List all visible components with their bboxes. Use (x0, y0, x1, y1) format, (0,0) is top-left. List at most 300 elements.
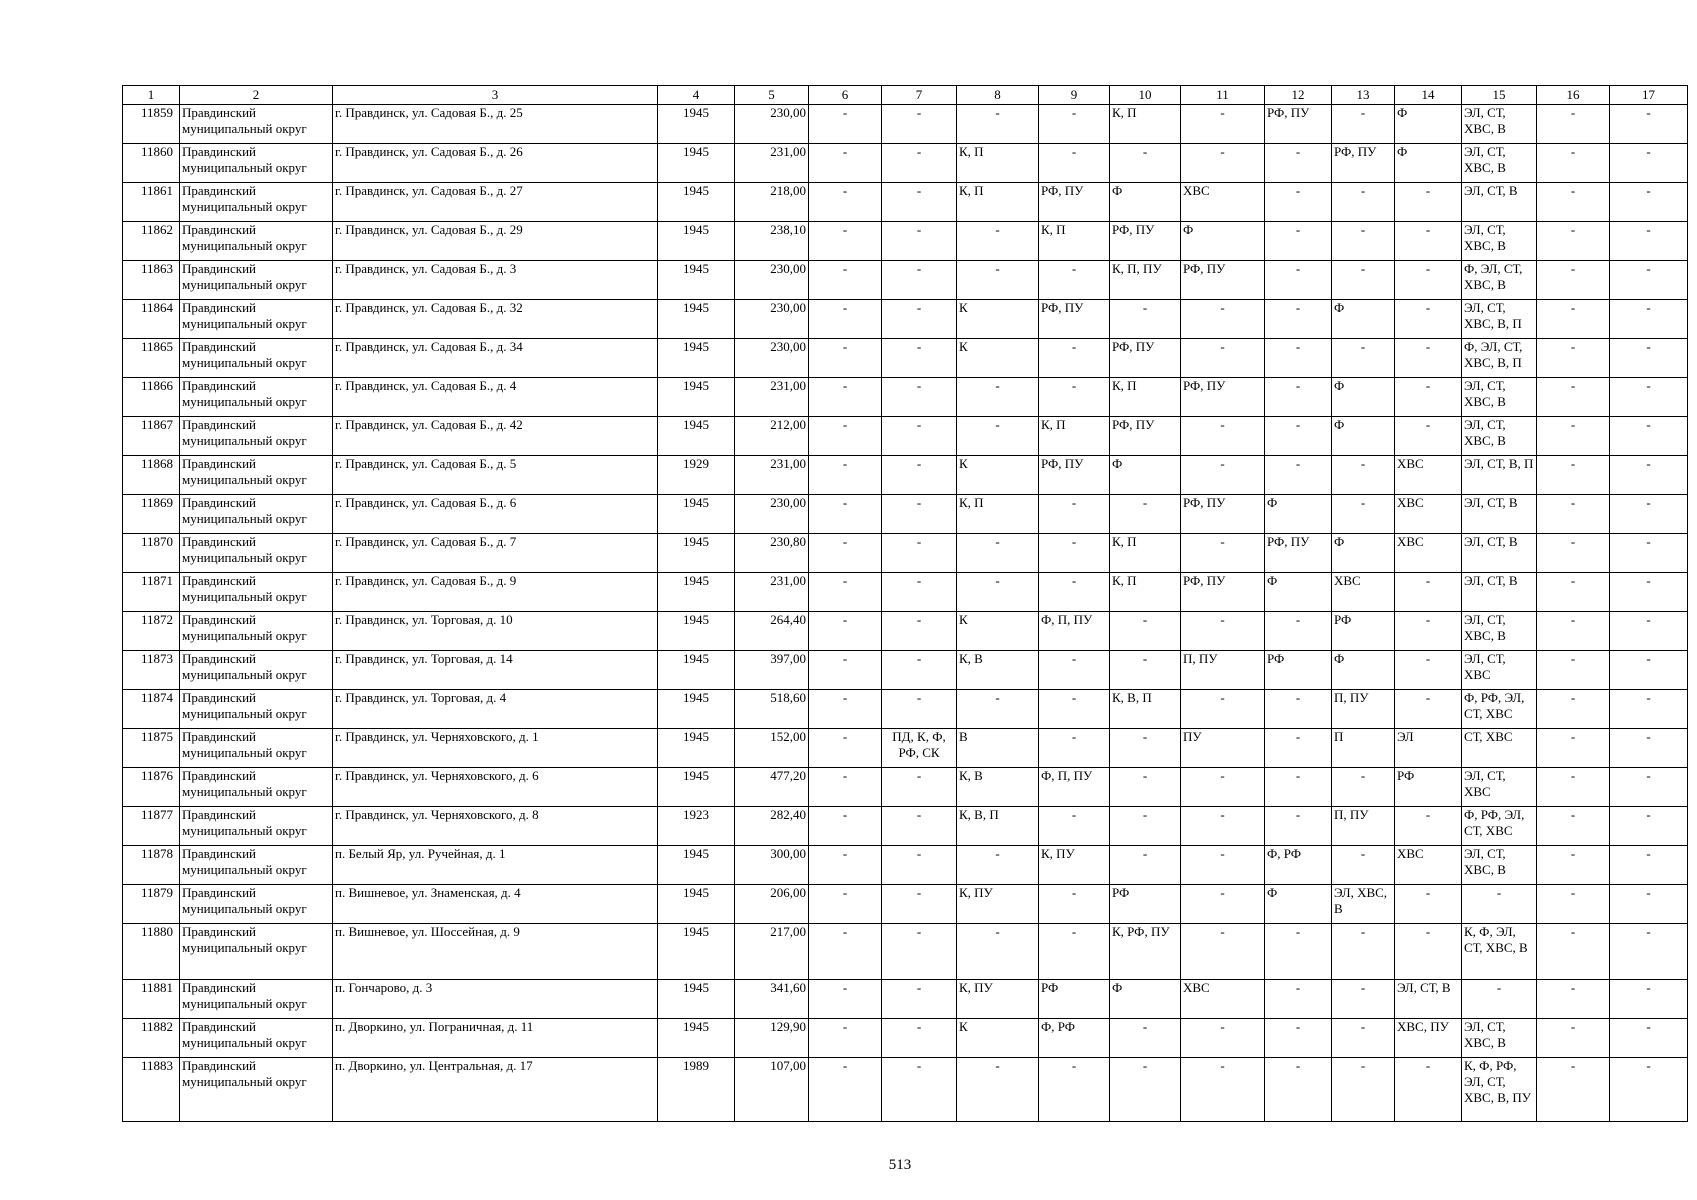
cell-col-16: - (1537, 495, 1610, 534)
cell-col-7: - (882, 651, 957, 690)
cell-col-4: 1945 (658, 612, 735, 651)
cell-col-3: п. Дворкино, ул. Центральная, д. 17 (333, 1058, 658, 1122)
cell-col-15: ЭЛ, СТ, ХВС, В (1462, 222, 1537, 261)
cell-col-15: ЭЛ, СТ, ХВС, В (1462, 105, 1537, 144)
cell-col-17: - (1610, 573, 1688, 612)
cell-col-9: - (1039, 339, 1110, 378)
cell-col-2: Правдинский муниципальный округ (180, 1058, 333, 1122)
cell-col-17: - (1610, 456, 1688, 495)
cell-col-7: - (882, 980, 957, 1019)
cell-col-6: - (809, 729, 882, 768)
cell-col-2: Правдинский муниципальный округ (180, 980, 333, 1019)
cell-col-13: - (1332, 846, 1395, 885)
cell-col-4: 1945 (658, 378, 735, 417)
cell-col-17: - (1610, 885, 1688, 924)
cell-col-10: - (1110, 612, 1181, 651)
cell-col-16: - (1537, 417, 1610, 456)
cell-col-3: п. Вишневое, ул. Шоссейная, д. 9 (333, 924, 658, 980)
cell-col-6: - (809, 612, 882, 651)
table-row (123, 807, 1688, 846)
cell-col-6: - (809, 495, 882, 534)
cell-col-2: Правдинский муниципальный округ (180, 924, 333, 980)
cell-col-7: - (882, 378, 957, 417)
cell-col-7: - (882, 768, 957, 807)
cell-col-1: 11863 (123, 261, 180, 300)
cell-col-9: - (1039, 924, 1110, 980)
table-row (123, 144, 1688, 183)
cell-col-1: 11880 (123, 924, 180, 980)
cell-col-12: - (1265, 1019, 1332, 1058)
cell-col-3: п. Дворкино, ул. Пограничная, д. 11 (333, 1019, 658, 1058)
cell-col-10: - (1110, 144, 1181, 183)
cell-col-12: - (1265, 980, 1332, 1019)
cell-col-7: - (882, 456, 957, 495)
cell-col-9: РФ, ПУ (1039, 300, 1110, 339)
cell-col-2: Правдинский муниципальный округ (180, 417, 333, 456)
cell-col-7: - (882, 885, 957, 924)
cell-col-9: РФ, ПУ (1039, 183, 1110, 222)
cell-col-2: Правдинский муниципальный округ (180, 339, 333, 378)
cell-col-1: 11861 (123, 183, 180, 222)
cell-col-1: 11860 (123, 144, 180, 183)
cell-col-1: 11871 (123, 573, 180, 612)
cell-col-5: 230,00 (735, 261, 809, 300)
column-header-14: 14 (1395, 86, 1462, 105)
cell-col-3: г. Правдинск, ул. Садовая Б., д. 25 (333, 105, 658, 144)
cell-col-13: - (1332, 105, 1395, 144)
cell-col-3: г. Правдинск, ул. Черняховского, д. 1 (333, 729, 658, 768)
cell-col-16: - (1537, 885, 1610, 924)
cell-col-9: К, П (1039, 417, 1110, 456)
cell-col-5: 238,10 (735, 222, 809, 261)
cell-col-14: - (1395, 807, 1462, 846)
cell-col-11: - (1181, 534, 1265, 573)
cell-col-16: - (1537, 980, 1610, 1019)
cell-col-2: Правдинский муниципальный округ (180, 378, 333, 417)
cell-col-3: г. Правдинск, ул. Торговая, д. 14 (333, 651, 658, 690)
cell-col-6: - (809, 1019, 882, 1058)
cell-col-9: - (1039, 573, 1110, 612)
cell-col-2: Правдинский муниципальный округ (180, 651, 333, 690)
cell-col-13: - (1332, 261, 1395, 300)
cell-col-2: Правдинский муниципальный округ (180, 807, 333, 846)
cell-col-2: Правдинский муниципальный округ (180, 846, 333, 885)
cell-col-2: Правдинский муниципальный округ (180, 144, 333, 183)
cell-col-4: 1929 (658, 456, 735, 495)
cell-col-4: 1945 (658, 534, 735, 573)
cell-col-6: - (809, 222, 882, 261)
cell-col-6: - (809, 105, 882, 144)
cell-col-4: 1945 (658, 183, 735, 222)
cell-col-17: - (1610, 261, 1688, 300)
cell-col-2: Правдинский муниципальный округ (180, 495, 333, 534)
cell-col-15: ЭЛ, СТ, В (1462, 183, 1537, 222)
cell-col-8: - (957, 378, 1039, 417)
cell-col-6: - (809, 144, 882, 183)
cell-col-17: - (1610, 768, 1688, 807)
cell-col-7: - (882, 846, 957, 885)
cell-col-14: ХВС (1395, 495, 1462, 534)
cell-col-6: - (809, 885, 882, 924)
cell-col-12: - (1265, 417, 1332, 456)
cell-col-5: 230,00 (735, 339, 809, 378)
cell-col-15: ЭЛ, СТ, ХВС (1462, 651, 1537, 690)
cell-col-15: ЭЛ, СТ, В (1462, 534, 1537, 573)
cell-col-15: ЭЛ, СТ, ХВС (1462, 768, 1537, 807)
cell-col-9: - (1039, 690, 1110, 729)
cell-col-11: - (1181, 924, 1265, 980)
cell-col-12: - (1265, 300, 1332, 339)
cell-col-7: - (882, 1019, 957, 1058)
cell-col-15: ЭЛ, СТ, В (1462, 573, 1537, 612)
cell-col-13: ХВС (1332, 573, 1395, 612)
cell-col-14: - (1395, 885, 1462, 924)
cell-col-16: - (1537, 222, 1610, 261)
cell-col-9: - (1039, 885, 1110, 924)
cell-col-4: 1945 (658, 885, 735, 924)
cell-col-7: - (882, 924, 957, 980)
cell-col-10: Ф (1110, 183, 1181, 222)
cell-col-1: 11874 (123, 690, 180, 729)
table-row (123, 729, 1688, 768)
cell-col-1: 11879 (123, 885, 180, 924)
cell-col-8: К, ПУ (957, 980, 1039, 1019)
cell-col-4: 1945 (658, 339, 735, 378)
cell-col-16: - (1537, 651, 1610, 690)
cell-col-11: - (1181, 885, 1265, 924)
cell-col-5: 477,20 (735, 768, 809, 807)
cell-col-17: - (1610, 495, 1688, 534)
table-row (123, 924, 1688, 980)
cell-col-3: г. Правдинск, ул. Торговая, д. 4 (333, 690, 658, 729)
cell-col-14: ЭЛ, СТ, В (1395, 980, 1462, 1019)
cell-col-9: Ф, РФ (1039, 1019, 1110, 1058)
cell-col-1: 11859 (123, 105, 180, 144)
table-row (123, 980, 1688, 1019)
cell-col-15: Ф, ЭЛ, СТ, ХВС, В (1462, 261, 1537, 300)
cell-col-1: 11872 (123, 612, 180, 651)
cell-col-13: П (1332, 729, 1395, 768)
cell-col-5: 212,00 (735, 417, 809, 456)
cell-col-1: 11875 (123, 729, 180, 768)
cell-col-7: - (882, 222, 957, 261)
cell-col-17: - (1610, 300, 1688, 339)
cell-col-13: - (1332, 768, 1395, 807)
cell-col-5: 518,60 (735, 690, 809, 729)
cell-col-2: Правдинский муниципальный округ (180, 105, 333, 144)
cell-col-5: 230,00 (735, 495, 809, 534)
cell-col-17: - (1610, 651, 1688, 690)
cell-col-8: К (957, 339, 1039, 378)
cell-col-3: г. Правдинск, ул. Черняховского, д. 8 (333, 807, 658, 846)
cell-col-12: - (1265, 729, 1332, 768)
cell-col-10: - (1110, 495, 1181, 534)
table-row (123, 885, 1688, 924)
cell-col-7: - (882, 573, 957, 612)
cell-col-12: - (1265, 144, 1332, 183)
cell-col-13: - (1332, 924, 1395, 980)
cell-col-15: ЭЛ, СТ, ХВС, В (1462, 1019, 1537, 1058)
cell-col-10: РФ (1110, 885, 1181, 924)
cell-col-11: - (1181, 300, 1265, 339)
cell-col-3: г. Правдинск, ул. Садовая Б., д. 7 (333, 534, 658, 573)
cell-col-17: - (1610, 1058, 1688, 1122)
cell-col-8: - (957, 1058, 1039, 1122)
cell-col-4: 1945 (658, 1019, 735, 1058)
column-header-15: 15 (1462, 86, 1537, 105)
cell-col-15: - (1462, 980, 1537, 1019)
cell-col-2: Правдинский муниципальный округ (180, 729, 333, 768)
cell-col-9: - (1039, 729, 1110, 768)
cell-col-8: - (957, 846, 1039, 885)
cell-col-7: - (882, 105, 957, 144)
cell-col-16: - (1537, 612, 1610, 651)
cell-col-17: - (1610, 534, 1688, 573)
cell-col-17: - (1610, 612, 1688, 651)
cell-col-12: - (1265, 378, 1332, 417)
cell-col-5: 230,00 (735, 105, 809, 144)
cell-col-14: Ф (1395, 144, 1462, 183)
cell-col-6: - (809, 690, 882, 729)
cell-col-6: - (809, 300, 882, 339)
cell-col-2: Правдинский муниципальный округ (180, 300, 333, 339)
cell-col-5: 264,40 (735, 612, 809, 651)
cell-col-12: РФ (1265, 651, 1332, 690)
cell-col-10: К, П (1110, 534, 1181, 573)
cell-col-14: - (1395, 924, 1462, 980)
cell-col-15: Ф, РФ, ЭЛ, СТ, ХВС (1462, 807, 1537, 846)
cell-col-7: - (882, 534, 957, 573)
cell-col-9: - (1039, 534, 1110, 573)
cell-col-3: г. Правдинск, ул. Садовая Б., д. 26 (333, 144, 658, 183)
cell-col-16: - (1537, 261, 1610, 300)
column-header-10: 10 (1110, 86, 1181, 105)
cell-col-17: - (1610, 378, 1688, 417)
cell-col-3: г. Правдинск, ул. Садовая Б., д. 6 (333, 495, 658, 534)
cell-col-3: п. Белый Яр, ул. Ручейная, д. 1 (333, 846, 658, 885)
cell-col-11: П, ПУ (1181, 651, 1265, 690)
cell-col-6: - (809, 768, 882, 807)
cell-col-3: г. Правдинск, ул. Садовая Б., д. 4 (333, 378, 658, 417)
cell-col-12: - (1265, 261, 1332, 300)
cell-col-8: К, В, П (957, 807, 1039, 846)
cell-col-5: 397,00 (735, 651, 809, 690)
cell-col-3: г. Правдинск, ул. Садовая Б., д. 34 (333, 339, 658, 378)
cell-col-10: - (1110, 768, 1181, 807)
cell-col-5: 282,40 (735, 807, 809, 846)
cell-col-4: 1945 (658, 417, 735, 456)
cell-col-16: - (1537, 456, 1610, 495)
cell-col-14: Ф (1395, 105, 1462, 144)
cell-col-13: - (1332, 222, 1395, 261)
cell-col-14: - (1395, 1058, 1462, 1122)
cell-col-10: К, П (1110, 105, 1181, 144)
cell-col-14: ЭЛ (1395, 729, 1462, 768)
cell-col-13: - (1332, 980, 1395, 1019)
cell-col-7: - (882, 495, 957, 534)
cell-col-7: - (882, 690, 957, 729)
cell-col-10: - (1110, 1019, 1181, 1058)
cell-col-4: 1945 (658, 651, 735, 690)
cell-col-12: Ф (1265, 495, 1332, 534)
cell-col-12: - (1265, 222, 1332, 261)
cell-col-17: - (1610, 222, 1688, 261)
cell-col-14: ХВС (1395, 534, 1462, 573)
cell-col-9: Ф, П, ПУ (1039, 768, 1110, 807)
cell-col-2: Правдинский муниципальный округ (180, 768, 333, 807)
cell-col-8: - (957, 417, 1039, 456)
cell-col-5: 217,00 (735, 924, 809, 980)
cell-col-8: К (957, 456, 1039, 495)
cell-col-10: РФ, ПУ (1110, 339, 1181, 378)
cell-col-14: ХВС (1395, 456, 1462, 495)
cell-col-4: 1945 (658, 846, 735, 885)
cell-col-11: - (1181, 807, 1265, 846)
cell-col-10: К, РФ, ПУ (1110, 924, 1181, 980)
cell-col-9: - (1039, 651, 1110, 690)
cell-col-11: - (1181, 1058, 1265, 1122)
cell-col-17: - (1610, 729, 1688, 768)
cell-col-10: - (1110, 300, 1181, 339)
cell-col-13: ЭЛ, ХВС, В (1332, 885, 1395, 924)
table-row (123, 456, 1688, 495)
cell-col-2: Правдинский муниципальный округ (180, 534, 333, 573)
cell-col-8: К (957, 612, 1039, 651)
cell-col-2: Правдинский муниципальный округ (180, 222, 333, 261)
cell-col-12: Ф, РФ (1265, 846, 1332, 885)
cell-col-5: 231,00 (735, 144, 809, 183)
cell-col-13: - (1332, 495, 1395, 534)
cell-col-15: ЭЛ, СТ, ХВС, В, П (1462, 300, 1537, 339)
cell-col-4: 1945 (658, 300, 735, 339)
cell-col-12: - (1265, 339, 1332, 378)
cell-col-11: ХВС (1181, 183, 1265, 222)
cell-col-14: - (1395, 183, 1462, 222)
cell-col-4: 1945 (658, 768, 735, 807)
cell-col-15: ЭЛ, СТ, ХВС, В (1462, 612, 1537, 651)
column-header-17: 17 (1610, 86, 1688, 105)
cell-col-12: - (1265, 807, 1332, 846)
cell-col-14: - (1395, 300, 1462, 339)
cell-col-2: Правдинский муниципальный округ (180, 261, 333, 300)
cell-col-16: - (1537, 339, 1610, 378)
cell-col-14: ХВС (1395, 846, 1462, 885)
cell-col-17: - (1610, 980, 1688, 1019)
table-row (123, 300, 1688, 339)
cell-col-5: 231,00 (735, 456, 809, 495)
table-row (123, 1058, 1688, 1122)
cell-col-11: ХВС (1181, 980, 1265, 1019)
cell-col-13: П, ПУ (1332, 807, 1395, 846)
column-header-16: 16 (1537, 86, 1610, 105)
cell-col-17: - (1610, 690, 1688, 729)
cell-col-13: РФ (1332, 612, 1395, 651)
cell-col-1: 11869 (123, 495, 180, 534)
cell-col-12: - (1265, 768, 1332, 807)
cell-col-9: - (1039, 1058, 1110, 1122)
column-header-13: 13 (1332, 86, 1395, 105)
cell-col-11: ПУ (1181, 729, 1265, 768)
cell-col-2: Правдинский муниципальный округ (180, 690, 333, 729)
cell-col-1: 11862 (123, 222, 180, 261)
cell-col-15: СТ, ХВС (1462, 729, 1537, 768)
cell-col-5: 231,00 (735, 378, 809, 417)
cell-col-12: - (1265, 924, 1332, 980)
cell-col-9: Ф, П, ПУ (1039, 612, 1110, 651)
table-row (123, 846, 1688, 885)
cell-col-4: 1945 (658, 980, 735, 1019)
cell-col-10: К, П, ПУ (1110, 261, 1181, 300)
cell-col-10: РФ, ПУ (1110, 222, 1181, 261)
cell-col-5: 206,00 (735, 885, 809, 924)
cell-col-8: К, ПУ (957, 885, 1039, 924)
cell-col-4: 1945 (658, 495, 735, 534)
cell-col-6: - (809, 846, 882, 885)
cell-col-8: К, П (957, 144, 1039, 183)
cell-col-3: п. Гончарово, д. 3 (333, 980, 658, 1019)
cell-col-2: Правдинский муниципальный округ (180, 612, 333, 651)
cell-col-15: ЭЛ, СТ, В, П (1462, 456, 1537, 495)
cell-col-14: - (1395, 612, 1462, 651)
cell-col-16: - (1537, 690, 1610, 729)
cell-col-5: 152,00 (735, 729, 809, 768)
cell-col-6: - (809, 456, 882, 495)
cell-col-7: - (882, 300, 957, 339)
cell-col-13: - (1332, 456, 1395, 495)
cell-col-11: - (1181, 417, 1265, 456)
cell-col-16: - (1537, 573, 1610, 612)
cell-col-3: г. Правдинск, ул. Садовая Б., д. 5 (333, 456, 658, 495)
cell-col-10: - (1110, 846, 1181, 885)
cell-col-2: Правдинский муниципальный округ (180, 885, 333, 924)
cell-col-4: 1945 (658, 924, 735, 980)
cell-col-3: г. Правдинск, ул. Черняховского, д. 6 (333, 768, 658, 807)
cell-col-5: 231,00 (735, 573, 809, 612)
cell-col-10: - (1110, 729, 1181, 768)
cell-col-5: 230,80 (735, 534, 809, 573)
cell-col-12: - (1265, 612, 1332, 651)
cell-col-15: Ф, ЭЛ, СТ, ХВС, В, П (1462, 339, 1537, 378)
cell-col-12: - (1265, 1058, 1332, 1122)
cell-col-14: РФ (1395, 768, 1462, 807)
table-row (123, 261, 1688, 300)
cell-col-7: - (882, 339, 957, 378)
cell-col-6: - (809, 534, 882, 573)
cell-col-16: - (1537, 1058, 1610, 1122)
table-row (123, 378, 1688, 417)
cell-col-4: 1945 (658, 144, 735, 183)
cell-col-6: - (809, 924, 882, 980)
table-row (123, 222, 1688, 261)
cell-col-11: - (1181, 690, 1265, 729)
table-row (123, 573, 1688, 612)
column-header-2: 2 (180, 86, 333, 105)
cell-col-13: - (1332, 1019, 1395, 1058)
cell-col-2: Правдинский муниципальный округ (180, 573, 333, 612)
cell-col-6: - (809, 651, 882, 690)
cell-col-17: - (1610, 924, 1688, 980)
cell-col-16: - (1537, 300, 1610, 339)
cell-col-11: - (1181, 768, 1265, 807)
column-header-3: 3 (333, 86, 658, 105)
register-table (122, 85, 1688, 1122)
cell-col-17: - (1610, 144, 1688, 183)
cell-col-6: - (809, 807, 882, 846)
cell-col-11: РФ, ПУ (1181, 378, 1265, 417)
cell-col-5: 107,00 (735, 1058, 809, 1122)
cell-col-9: - (1039, 105, 1110, 144)
cell-col-14: ХВС, ПУ (1395, 1019, 1462, 1058)
